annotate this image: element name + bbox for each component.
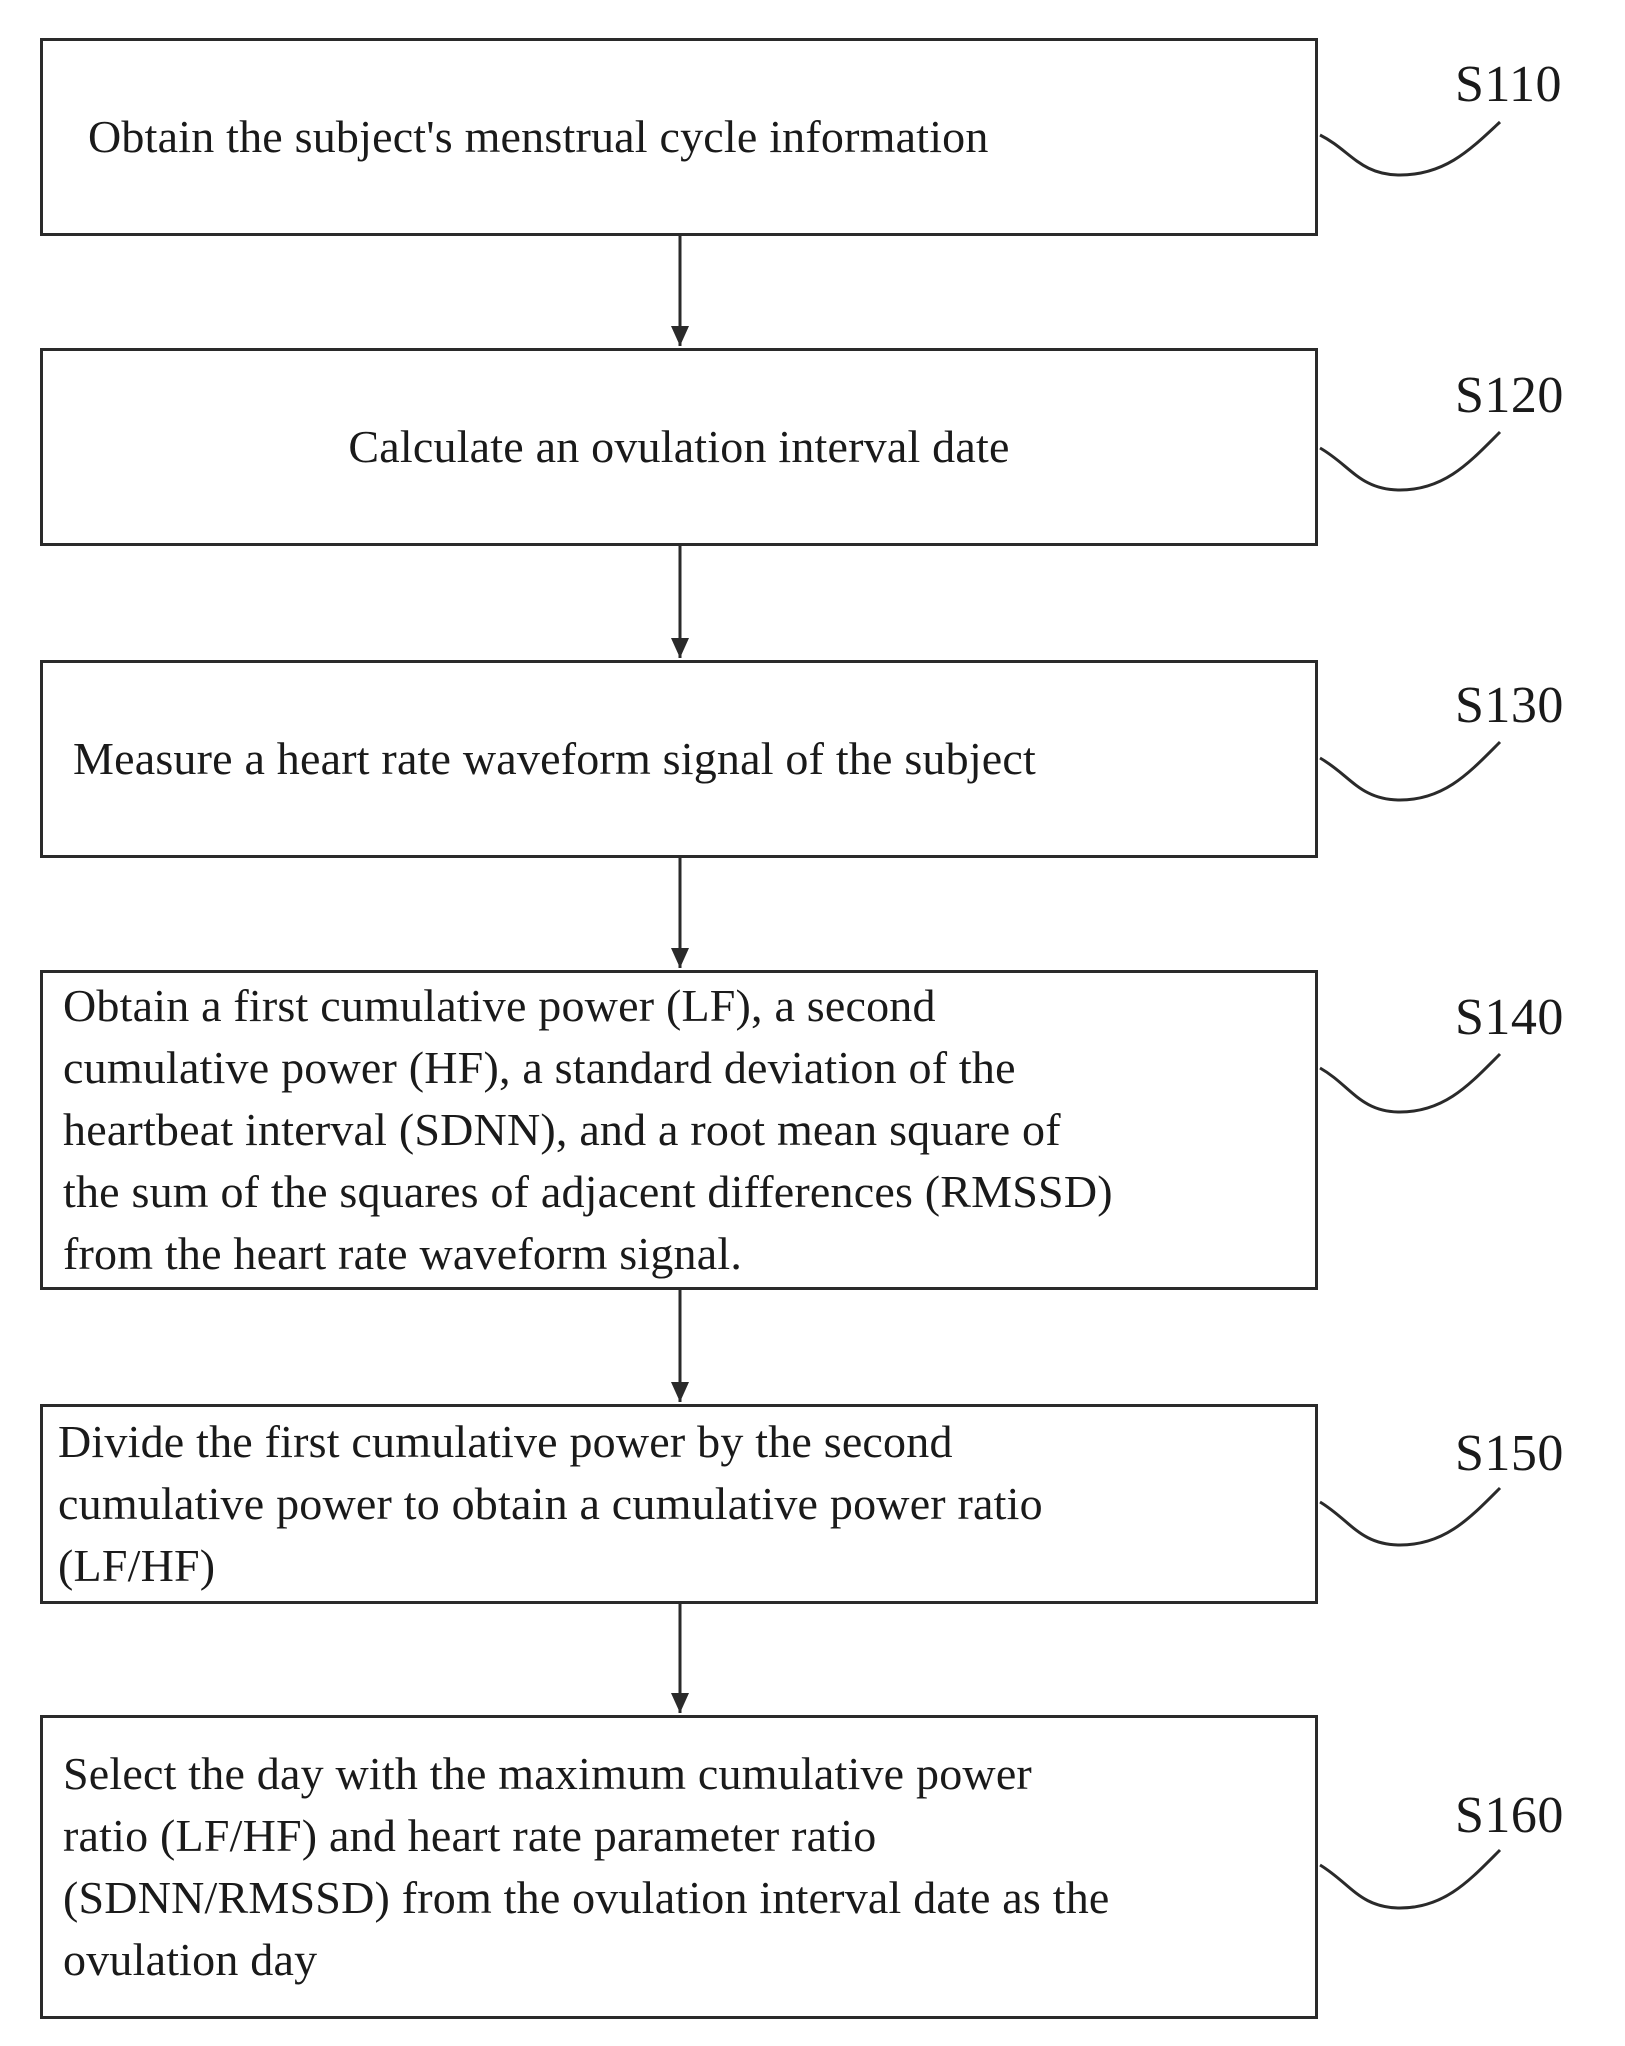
- step-text-s140: Obtain a first cumulative power (LF), a second cumulative power (HF), a standard deviation of the heartbeat interval (SDNN), and a root mean square of the sum of the squares of adjacent differences (RMSSD) from the heart rate waveform signal.: [63, 980, 1113, 1279]
- step-box-s130: [40, 660, 1318, 858]
- step-box-s150: [40, 1404, 1318, 1604]
- step-box-s120: [40, 348, 1318, 546]
- step-text-s150: Divide the first cumulative power by the second cumulative power to obtain a cumulative power ratio (LF/HF): [58, 1416, 1043, 1591]
- step-label-s160: S160: [1455, 1787, 1564, 1844]
- step-label-s140: S140: [1455, 989, 1564, 1046]
- arrowhead-s120: [671, 326, 689, 346]
- arrowhead-s140: [671, 948, 689, 968]
- arrowhead-s160: [671, 1693, 689, 1713]
- step-text-s160: Select the day with the maximum cumulative power ratio (LF/HF) and heart rate parameter ratio (SDNN/RMSSD) from the ovulation interval date as the ovulation day: [63, 1748, 1110, 1985]
- step-label-s120: S120: [1455, 367, 1564, 424]
- step-label-s150: S150: [1455, 1425, 1564, 1482]
- step-label-s130: S130: [1455, 677, 1564, 734]
- arrowhead-s150: [671, 1382, 689, 1402]
- step-text-s130: Measure a heart rate waveform signal of the subject: [73, 733, 1037, 784]
- leader-line-s140: [1320, 1054, 1500, 1112]
- step-label-s110: S110: [1455, 56, 1562, 113]
- step-box-s110: [40, 38, 1318, 236]
- leader-line-s110: [1320, 122, 1500, 175]
- step-box-s140: [40, 970, 1318, 1290]
- leader-line-s130: [1320, 742, 1500, 800]
- step-box-s160: [40, 1715, 1318, 2019]
- step-text-s120: Calculate an ovulation interval date: [348, 421, 1010, 472]
- step-text-s110: Obtain the subject's menstrual cycle information: [88, 111, 989, 162]
- leader-line-s160: [1320, 1850, 1500, 1908]
- arrowhead-s130: [671, 638, 689, 658]
- leader-line-s150: [1320, 1488, 1500, 1545]
- leader-line-s120: [1320, 432, 1500, 490]
